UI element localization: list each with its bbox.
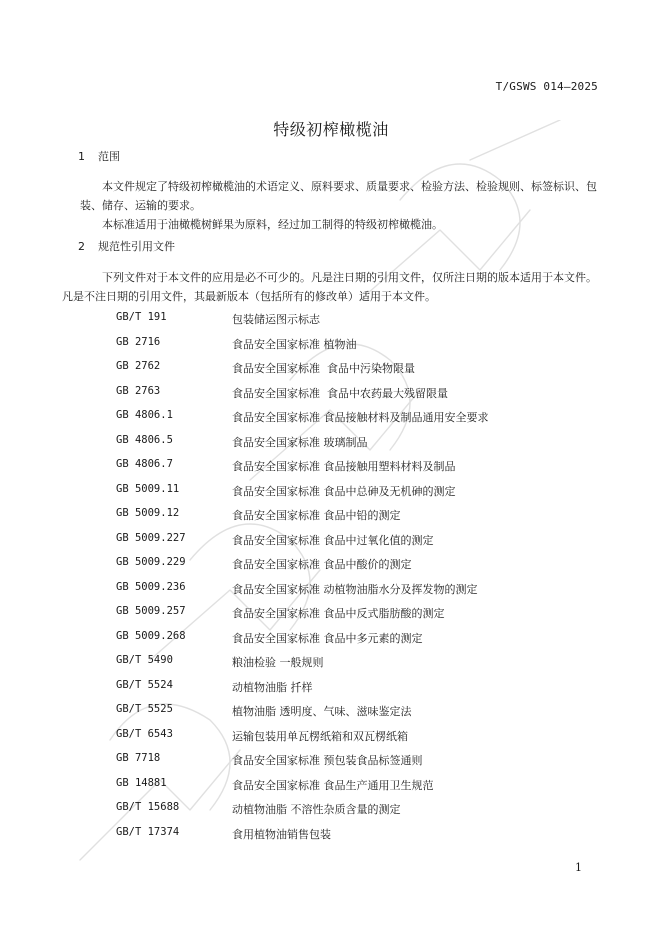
reference-title: 食品安全国家标准 预包装食品标签通则 xyxy=(232,754,423,767)
reference-title: 食品安全国家标准 食品中农药最大残留限量 xyxy=(232,386,448,400)
reference-code: GB 5009.12 xyxy=(116,507,180,519)
reference-title: 植物油脂 透明度、气味、滋味鉴定法 xyxy=(232,705,412,718)
reference-title: 动植物油脂 不溶性杂质含量的测定 xyxy=(232,803,401,816)
reference-title: 食品安全国家标准 食品中多元素的测定 xyxy=(232,631,423,645)
reference-title: 食品安全国家标准 食品接触用塑料材料及制品 xyxy=(232,460,456,473)
reference-row xyxy=(0,458,662,483)
reference-row xyxy=(0,409,662,434)
reference-code: GB 4806.5 xyxy=(116,433,173,446)
reference-title: 食品安全国家标准 玻璃制品 xyxy=(232,435,368,449)
reference-code: GB/T 5525 xyxy=(116,703,173,715)
section-number: 2 xyxy=(78,240,85,253)
scope-paragraph: 本文件规定了特级初榨橄榄油的术语定义、原料要求、质量要求、检验方法、检验规则、标签标识、包装、储存、运输的要求。 xyxy=(80,180,597,212)
page-number: 1 xyxy=(575,861,582,874)
references-intro: 下列文件对于本文件的应用是必不可少的。凡是注日期的引用文件，仅所注日期的版本适用于本文件。凡是不注日期的引用文件，其最新版本（包括所有的修改单）适用于本文件。 xyxy=(62,271,597,303)
reference-code: GB 2763 xyxy=(116,384,161,397)
normative-references-list xyxy=(0,311,662,850)
reference-row xyxy=(0,679,662,704)
document-code: T/GSWS 014—2025 xyxy=(495,80,598,93)
reference-code: GB/T 5524 xyxy=(116,678,173,691)
reference-row xyxy=(0,826,662,851)
reference-title: 运输包装用单瓦楞纸箱和双瓦楞纸箱 xyxy=(232,729,408,743)
reference-row xyxy=(0,630,662,655)
reference-row xyxy=(0,507,662,532)
reference-title: 食品安全国家标准 动植物油脂水分及挥发物的测定 xyxy=(232,582,478,596)
section-number: 1 xyxy=(78,150,85,163)
reference-row xyxy=(0,703,662,728)
reference-row xyxy=(0,385,662,410)
reference-code: GB 2762 xyxy=(116,360,161,372)
reference-code: GB 5009.257 xyxy=(116,605,186,617)
reference-title: 食品安全国家标准 食品中铅的测定 xyxy=(232,509,401,522)
reference-code: GB 5009.268 xyxy=(116,629,186,642)
reference-row xyxy=(0,801,662,826)
section-heading-references xyxy=(78,238,175,254)
reference-title: 食品安全国家标准 植物油 xyxy=(232,337,357,351)
scope-paragraph: 本标准适用于油橄榄树鲜果为原料，经过加工制得的特级初榨橄榄油。 xyxy=(102,218,443,231)
reference-title: 食用植物油销售包装 xyxy=(232,827,331,841)
reference-code: GB 14881 xyxy=(116,776,167,789)
reference-row xyxy=(0,777,662,802)
reference-title: 食品安全国家标准 食品中总砷及无机砷的测定 xyxy=(232,484,456,498)
reference-title: 粮油检验 一般规则 xyxy=(232,656,324,669)
reference-row xyxy=(0,654,662,679)
reference-code: GB 5009.227 xyxy=(116,531,186,544)
reference-code: GB/T 15688 xyxy=(116,801,180,813)
reference-row xyxy=(0,532,662,557)
reference-title: 动植物油脂 扦样 xyxy=(232,680,313,694)
reference-row xyxy=(0,483,662,508)
reference-row xyxy=(0,728,662,753)
reference-title: 食品安全国家标准 食品中反式脂肪酸的测定 xyxy=(232,607,445,620)
reference-code: GB 5009.229 xyxy=(116,556,186,568)
section-title: 规范性引用文件 xyxy=(98,240,175,253)
reference-row xyxy=(0,752,662,777)
reference-title: 包装储运图示标志 xyxy=(232,313,320,326)
reference-title: 食品安全国家标准 食品中污染物限量 xyxy=(232,362,415,375)
reference-row xyxy=(0,360,662,385)
page-title: 特级初榨橄榄油 xyxy=(273,120,389,139)
reference-code: GB/T 5490 xyxy=(116,654,173,666)
reference-row xyxy=(0,556,662,581)
reference-row xyxy=(0,311,662,336)
reference-code: GB 5009.11 xyxy=(116,482,180,495)
reference-code: GB/T 6543 xyxy=(116,727,173,740)
section-heading-scope xyxy=(78,148,120,164)
reference-code: GB 4806.1 xyxy=(116,409,173,421)
reference-code: GB/T 191 xyxy=(116,311,167,323)
reference-title: 食品安全国家标准 食品中酸价的测定 xyxy=(232,558,412,571)
section-title: 范围 xyxy=(98,150,120,163)
reference-code: GB 4806.7 xyxy=(116,458,173,470)
reference-title: 食品安全国家标准 食品中过氧化值的测定 xyxy=(232,533,434,547)
reference-title: 食品安全国家标准 食品生产通用卫生规范 xyxy=(232,778,434,792)
reference-code: GB/T 17374 xyxy=(116,825,180,838)
reference-row xyxy=(0,581,662,606)
reference-code: GB 5009.236 xyxy=(116,580,186,593)
reference-code: GB 7718 xyxy=(116,752,161,764)
reference-row xyxy=(0,434,662,459)
reference-title: 食品安全国家标准 食品接触材料及制品通用安全要求 xyxy=(232,411,489,424)
reference-row xyxy=(0,336,662,361)
reference-row xyxy=(0,605,662,630)
reference-code: GB 2716 xyxy=(116,335,161,348)
